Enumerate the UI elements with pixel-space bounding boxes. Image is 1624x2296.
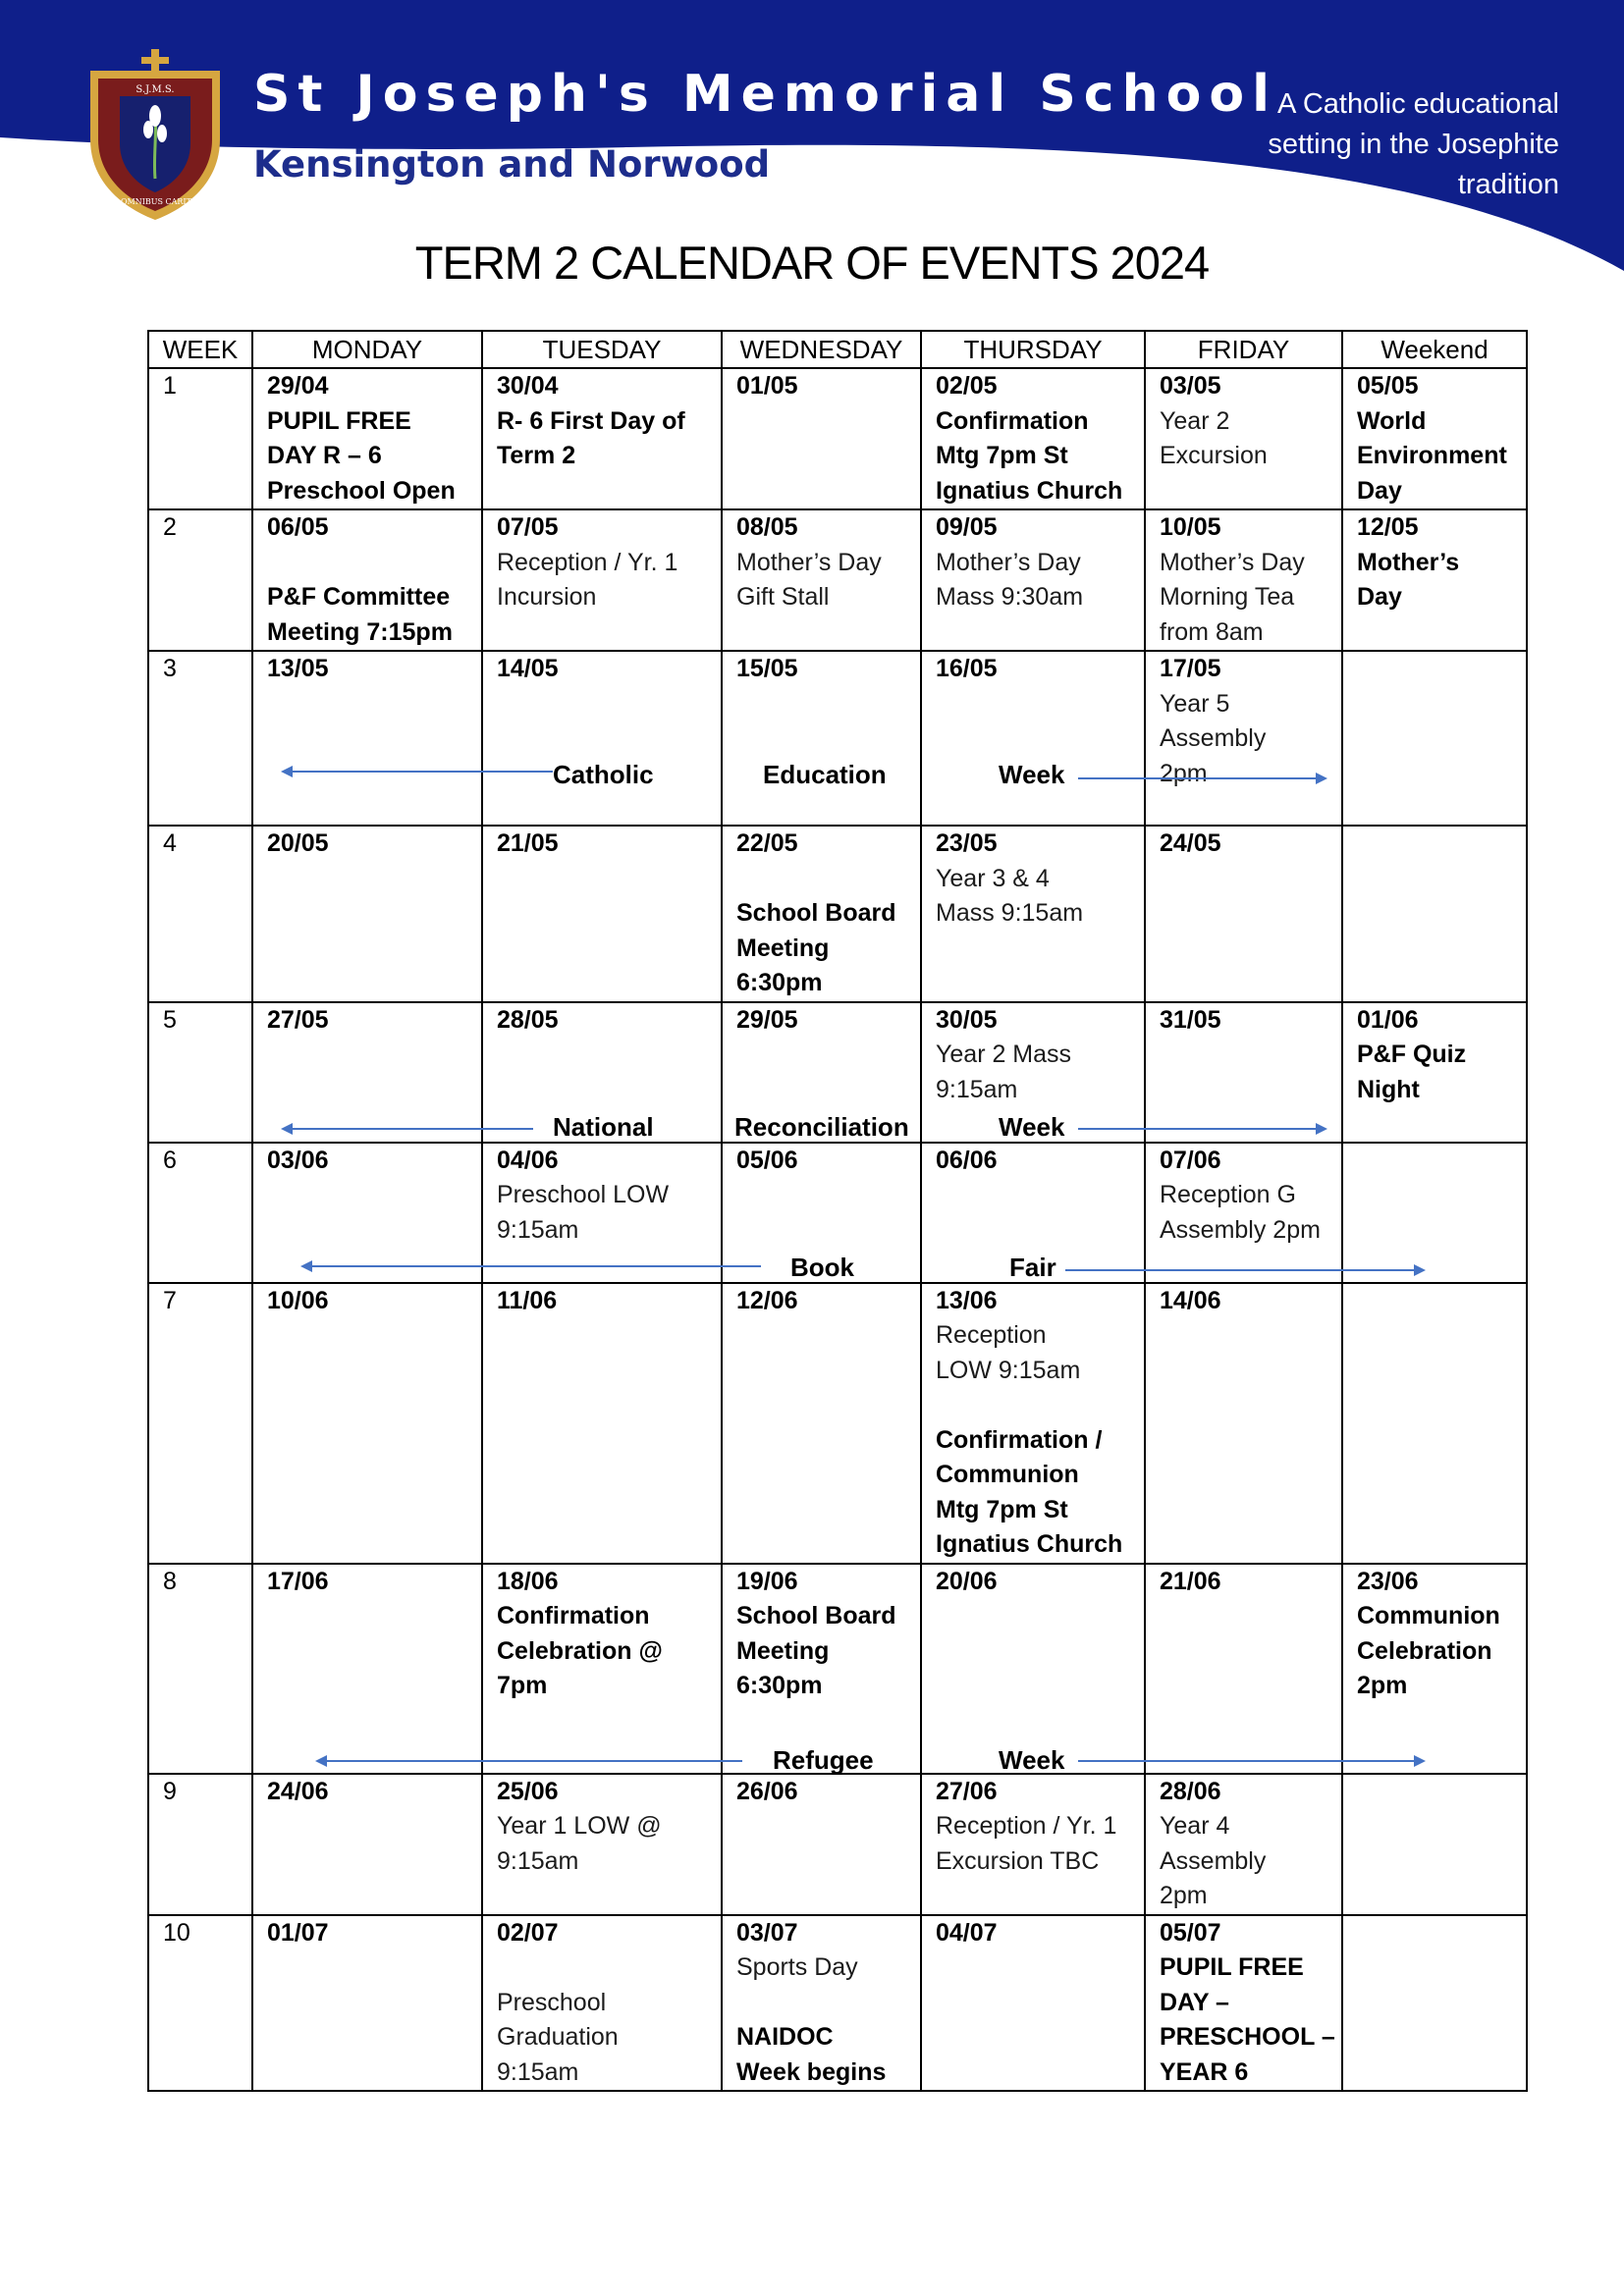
cell-event-text: Mtg 7pm St xyxy=(936,1495,1068,1523)
cell-event-text: Mass 9:30am xyxy=(936,583,1084,611)
cell-date: 15/05 xyxy=(736,655,798,682)
day-cell-thursday xyxy=(921,1564,1145,1774)
cell-date: 19/06 xyxy=(736,1567,798,1595)
week-number: 4 xyxy=(148,826,252,1002)
cell-date: 08/05 xyxy=(736,513,798,541)
day-cell-monday xyxy=(252,1774,482,1915)
cell-event-text: DAY – xyxy=(1160,1988,1229,2016)
cell-date: 17/05 xyxy=(1160,655,1221,682)
calendar-body xyxy=(148,368,1527,2091)
cell-date: 01/07 xyxy=(267,1918,329,1947)
cell-event-text: PRESCHOOL – xyxy=(1160,2023,1335,2051)
cell-event-text: Preschool Open xyxy=(267,476,456,505)
calendar-header-row xyxy=(148,331,1527,368)
school-tagline xyxy=(1147,84,1559,205)
day-cell-tuesday xyxy=(482,509,722,651)
events-calendar-table xyxy=(147,330,1528,2092)
cell-date: 01/05 xyxy=(736,372,798,400)
cell-date: 26/06 xyxy=(736,1777,798,1805)
day-cell-friday xyxy=(1145,651,1342,826)
day-cell-weekend xyxy=(1342,1774,1527,1915)
cell-event-text: DAY R – 6 xyxy=(267,442,382,469)
cell-date: 06/06 xyxy=(936,1146,998,1174)
cell-event-text: Mtg 7pm St xyxy=(936,442,1068,469)
day-cell-friday xyxy=(1145,1915,1342,2092)
cell-event-text: 9:15am xyxy=(936,1075,1018,1103)
cell-date: 22/05 xyxy=(736,829,798,857)
header-tuesday: TUESDAY xyxy=(482,331,722,368)
cell-date: 13/05 xyxy=(267,655,329,682)
cell-date: 09/05 xyxy=(936,513,998,541)
tagline-line: setting in the Josephite xyxy=(1268,129,1559,160)
cell-date: 01/06 xyxy=(1357,1005,1419,1034)
day-cell-weekend xyxy=(1342,1002,1527,1143)
cell-event-text: Environment xyxy=(1357,442,1507,469)
day-cell-weekend xyxy=(1342,1564,1527,1774)
cell-event-text: P&F Quiz xyxy=(1357,1041,1467,1068)
cell-event-text: Mother’s Day xyxy=(1160,548,1305,576)
cell-event-text: 9:15am xyxy=(497,1846,579,1875)
cell-date: 05/07 xyxy=(1160,1918,1221,1947)
cell-date: 31/05 xyxy=(1160,1005,1221,1034)
cell-event-text: Ignatius Church xyxy=(936,476,1123,505)
day-cell-wednesday xyxy=(722,651,921,826)
cell-event-text: Confirmation xyxy=(936,406,1089,435)
week-number: 1 xyxy=(148,368,252,509)
day-cell-weekend xyxy=(1342,651,1527,826)
cell-date: 18/06 xyxy=(497,1567,559,1595)
cell-event-text: Mother’s Day xyxy=(736,548,882,576)
week-number: 5 xyxy=(148,1002,252,1143)
cell-date: 25/06 xyxy=(497,1777,559,1805)
cell-date: 10/05 xyxy=(1160,513,1221,541)
day-cell-tuesday xyxy=(482,1915,722,2092)
cell-event-text xyxy=(936,1388,1140,1423)
header-weekend: Weekend xyxy=(1342,331,1527,368)
band-label: Refugee xyxy=(773,1745,874,1775)
day-cell-friday xyxy=(1145,1283,1342,1564)
day-cell-thursday xyxy=(921,368,1145,509)
band-label: Reconciliation xyxy=(734,1112,909,1142)
cell-event-text: Communion xyxy=(1357,1602,1500,1629)
day-cell-monday xyxy=(252,1564,482,1774)
cell-event-text: Reception / Yr. 1 xyxy=(497,548,678,576)
cell-date: 23/05 xyxy=(936,829,998,857)
cell-event-text xyxy=(497,1950,717,1986)
band-label: Fair xyxy=(1009,1253,1056,1282)
calendar-week-row xyxy=(148,826,1527,1002)
cell-date: 05/05 xyxy=(1357,372,1419,400)
header-wednesday: WEDNESDAY xyxy=(722,331,921,368)
cell-event-text: LOW 9:15am xyxy=(936,1356,1081,1384)
cell-event-text: Incursion xyxy=(497,583,597,611)
cell-event-text: Year 4 xyxy=(1160,1812,1230,1840)
day-cell-thursday xyxy=(921,1283,1145,1564)
day-cell-weekend xyxy=(1342,368,1527,509)
cell-event-text: Excursion TBC xyxy=(936,1846,1100,1875)
cell-date: 29/05 xyxy=(736,1005,798,1034)
cell-date: 30/05 xyxy=(936,1005,998,1034)
cell-event-text: PUPIL FREE xyxy=(267,406,411,435)
tagline-line: A Catholic educational xyxy=(1277,88,1559,120)
calendar-week-row xyxy=(148,509,1527,651)
cell-date: 28/05 xyxy=(497,1005,559,1034)
cell-date: 21/05 xyxy=(497,829,559,857)
school-name: St Joseph's Memorial School xyxy=(253,65,1277,124)
day-cell-tuesday xyxy=(482,651,722,826)
day-cell-wednesday xyxy=(722,509,921,651)
cell-event-text: Communion xyxy=(936,1461,1079,1488)
day-cell-thursday xyxy=(921,651,1145,826)
cell-date: 17/06 xyxy=(267,1567,329,1595)
band-label: National xyxy=(553,1112,654,1142)
cell-event-text: Week begins xyxy=(736,2057,887,2086)
day-cell-friday xyxy=(1145,1002,1342,1143)
cell-date: 20/06 xyxy=(936,1567,998,1595)
cell-date: 02/05 xyxy=(936,372,998,400)
day-cell-thursday xyxy=(921,509,1145,651)
cell-date: 03/07 xyxy=(736,1918,798,1947)
cell-event-text: Meeting 7:15pm xyxy=(267,617,453,646)
cell-event-text: Year 2 Mass xyxy=(936,1041,1072,1068)
day-cell-friday xyxy=(1145,826,1342,1002)
cell-event-text xyxy=(736,1986,916,2021)
cell-date: 28/06 xyxy=(1160,1777,1221,1805)
cell-event-text: Day xyxy=(1357,583,1402,611)
cell-event-text xyxy=(736,862,916,897)
cell-event-text: Year 1 LOW @ xyxy=(497,1812,662,1840)
day-cell-monday xyxy=(252,1143,482,1283)
day-cell-tuesday xyxy=(482,1143,722,1283)
day-cell-wednesday xyxy=(722,1774,921,1915)
calendar-title: TERM 2 CALENDAR OF EVENTS 2024 xyxy=(414,237,1210,289)
cell-event-text: Night xyxy=(1357,1075,1420,1103)
cell-event-text: 9:15am xyxy=(497,1215,579,1244)
cell-date: 24/05 xyxy=(1160,829,1221,857)
cell-date: 05/06 xyxy=(736,1146,798,1174)
band-label: Education xyxy=(763,760,887,789)
day-cell-thursday xyxy=(921,1915,1145,2092)
band-label: Week xyxy=(999,1112,1065,1142)
day-cell-weekend xyxy=(1342,1915,1527,2092)
calendar-week-row xyxy=(148,651,1527,826)
calendar-week-row xyxy=(148,1774,1527,1915)
day-cell-monday xyxy=(252,509,482,651)
cell-event-text: Year 3 & 4 xyxy=(936,864,1050,892)
cell-event-text: Reception G xyxy=(1160,1181,1296,1208)
cell-event-text: 6:30pm xyxy=(736,969,823,996)
week-number: 9 xyxy=(148,1774,252,1915)
day-cell-thursday xyxy=(921,1774,1145,1915)
day-cell-friday xyxy=(1145,1774,1342,1915)
calendar-week-row xyxy=(148,368,1527,509)
cell-event-text: Ignatius Church xyxy=(936,1530,1123,1558)
header-week: WEEK xyxy=(148,331,252,368)
cell-date: 04/07 xyxy=(936,1918,998,1947)
cell-date: 07/05 xyxy=(497,513,559,541)
cell-event-text: 7pm xyxy=(497,1672,548,1699)
band-label: Catholic xyxy=(553,760,654,789)
cell-event-text: 9:15am xyxy=(497,2057,579,2086)
cell-event-text: Assembly xyxy=(1160,1846,1267,1875)
day-cell-tuesday xyxy=(482,1774,722,1915)
header-monday: MONDAY xyxy=(252,331,482,368)
cell-date: 21/06 xyxy=(1160,1567,1221,1595)
calendar-week-row xyxy=(148,1283,1527,1564)
cell-event-text: Assembly 2pm xyxy=(1160,1215,1321,1244)
day-cell-friday xyxy=(1145,368,1342,509)
cell-event-text: School Board xyxy=(736,1602,896,1629)
cell-event-text: Day xyxy=(1357,476,1402,505)
band-label: Week xyxy=(999,1745,1065,1775)
cell-date: 12/06 xyxy=(736,1286,798,1314)
cell-date: 27/06 xyxy=(936,1777,998,1805)
cell-event-text: Reception / Yr. 1 xyxy=(936,1812,1117,1840)
cell-date: 20/05 xyxy=(267,829,329,857)
day-cell-monday xyxy=(252,368,482,509)
cell-event-text: P&F Committee xyxy=(267,583,451,611)
cell-event-text: Sports Day xyxy=(736,1953,858,1981)
day-cell-tuesday xyxy=(482,1283,722,1564)
day-cell-wednesday xyxy=(722,1564,921,1774)
day-cell-thursday xyxy=(921,826,1145,1002)
day-cell-monday xyxy=(252,1002,482,1143)
day-cell-weekend xyxy=(1342,1143,1527,1283)
cell-date: 10/06 xyxy=(267,1286,329,1314)
band-label: Week xyxy=(999,760,1065,789)
day-cell-friday xyxy=(1145,509,1342,651)
cell-event-text: 2pm xyxy=(1160,759,1208,787)
day-cell-wednesday xyxy=(722,826,921,1002)
cell-date: 27/05 xyxy=(267,1005,329,1034)
band-label: Book xyxy=(790,1253,854,1282)
cell-event-text: R- 6 First Day of xyxy=(497,406,685,435)
cell-event-text: Preschool LOW xyxy=(497,1181,670,1208)
cell-event-text: Mother’s Day xyxy=(936,548,1081,576)
cell-event-text: 2pm xyxy=(1357,1672,1408,1699)
cell-event-text: 6:30pm xyxy=(736,1672,823,1699)
cell-event-text: Morning Tea xyxy=(1160,583,1295,611)
cell-event-text: Preschool xyxy=(497,1988,607,2016)
cell-event-text: Mass 9:15am xyxy=(936,899,1084,927)
cell-event-text: Year 2 xyxy=(1160,406,1230,435)
cell-event-text: Assembly xyxy=(1160,724,1267,752)
day-cell-weekend xyxy=(1342,1283,1527,1564)
cell-date: 16/05 xyxy=(936,655,998,682)
cell-date: 11/06 xyxy=(497,1286,558,1314)
svg-text:IN OMNIBUS CARITAS: IN OMNIBUS CARITAS xyxy=(108,197,202,206)
day-cell-monday xyxy=(252,1283,482,1564)
day-cell-weekend xyxy=(1342,826,1527,1002)
cell-date: 30/04 xyxy=(497,372,559,400)
calendar-week-row xyxy=(148,1564,1527,1774)
school-crest-logo xyxy=(79,49,232,222)
school-location: Kensington and Norwood xyxy=(253,143,771,186)
cell-event-text: School Board xyxy=(736,899,896,927)
cell-date: 14/06 xyxy=(1160,1286,1221,1314)
day-cell-wednesday xyxy=(722,1283,921,1564)
cell-event-text: Meeting xyxy=(736,1636,830,1665)
cell-date: 29/04 xyxy=(267,372,329,400)
day-cell-friday xyxy=(1145,1564,1342,1774)
cell-event-text: Term 2 xyxy=(497,442,576,469)
day-cell-wednesday xyxy=(722,368,921,509)
week-number: 6 xyxy=(148,1143,252,1283)
day-cell-monday xyxy=(252,1915,482,2092)
cell-date: 12/05 xyxy=(1357,513,1419,541)
cell-event-text: Reception xyxy=(936,1321,1047,1349)
cell-event-text: NAIDOC xyxy=(736,2023,834,2051)
cell-event-text: Celebration xyxy=(1357,1636,1492,1665)
cell-event-text: Confirmation / xyxy=(936,1425,1103,1454)
cell-event-text: Confirmation xyxy=(497,1602,650,1629)
header-friday: FRIDAY xyxy=(1145,331,1342,368)
cell-date: 13/06 xyxy=(936,1286,998,1314)
cell-date: 14/05 xyxy=(497,655,559,682)
cell-event-text: Excursion xyxy=(1160,442,1268,469)
cell-date: 03/05 xyxy=(1160,372,1221,400)
cell-event-text: Celebration @ xyxy=(497,1636,663,1665)
cell-event-text: Meeting xyxy=(736,934,830,962)
cell-event-text: Graduation xyxy=(497,2023,619,2051)
tagline-line: tradition xyxy=(1457,169,1559,200)
cell-event-text: 2pm xyxy=(1160,1882,1208,1909)
cell-event-text: Year 5 xyxy=(1160,689,1230,718)
week-number: 2 xyxy=(148,509,252,651)
cell-event-text: PUPIL FREE xyxy=(1160,1953,1304,1981)
day-cell-friday xyxy=(1145,1143,1342,1283)
cell-event-text xyxy=(267,546,477,581)
cell-date: 24/06 xyxy=(267,1777,329,1805)
calendar-week-row xyxy=(148,1915,1527,2092)
header-thursday: THURSDAY xyxy=(921,331,1145,368)
week-number: 3 xyxy=(148,651,252,826)
week-number: 8 xyxy=(148,1564,252,1774)
cell-event-text: from 8am xyxy=(1160,617,1264,646)
day-cell-monday xyxy=(252,826,482,1002)
day-cell-monday xyxy=(252,651,482,826)
day-cell-weekend xyxy=(1342,509,1527,651)
cell-event-text: YEAR 6 xyxy=(1160,2057,1249,2086)
cell-date: 04/06 xyxy=(497,1146,559,1174)
cell-event-text: Mother’s xyxy=(1357,548,1460,576)
day-cell-tuesday xyxy=(482,368,722,509)
week-number: 7 xyxy=(148,1283,252,1564)
cell-date: 07/06 xyxy=(1160,1146,1221,1174)
cell-date: 23/06 xyxy=(1357,1567,1419,1595)
cell-date: 02/07 xyxy=(497,1918,559,1947)
cell-date: 06/05 xyxy=(267,513,329,541)
cell-event-text: Gift Stall xyxy=(736,583,830,611)
day-cell-wednesday xyxy=(722,1915,921,2092)
cell-date: 03/06 xyxy=(267,1146,329,1174)
svg-text:S.J.M.S.: S.J.M.S. xyxy=(135,84,175,95)
week-number: 10 xyxy=(148,1915,252,2092)
day-cell-tuesday xyxy=(482,826,722,1002)
cell-event-text: World xyxy=(1357,406,1427,435)
day-cell-tuesday xyxy=(482,1564,722,1774)
